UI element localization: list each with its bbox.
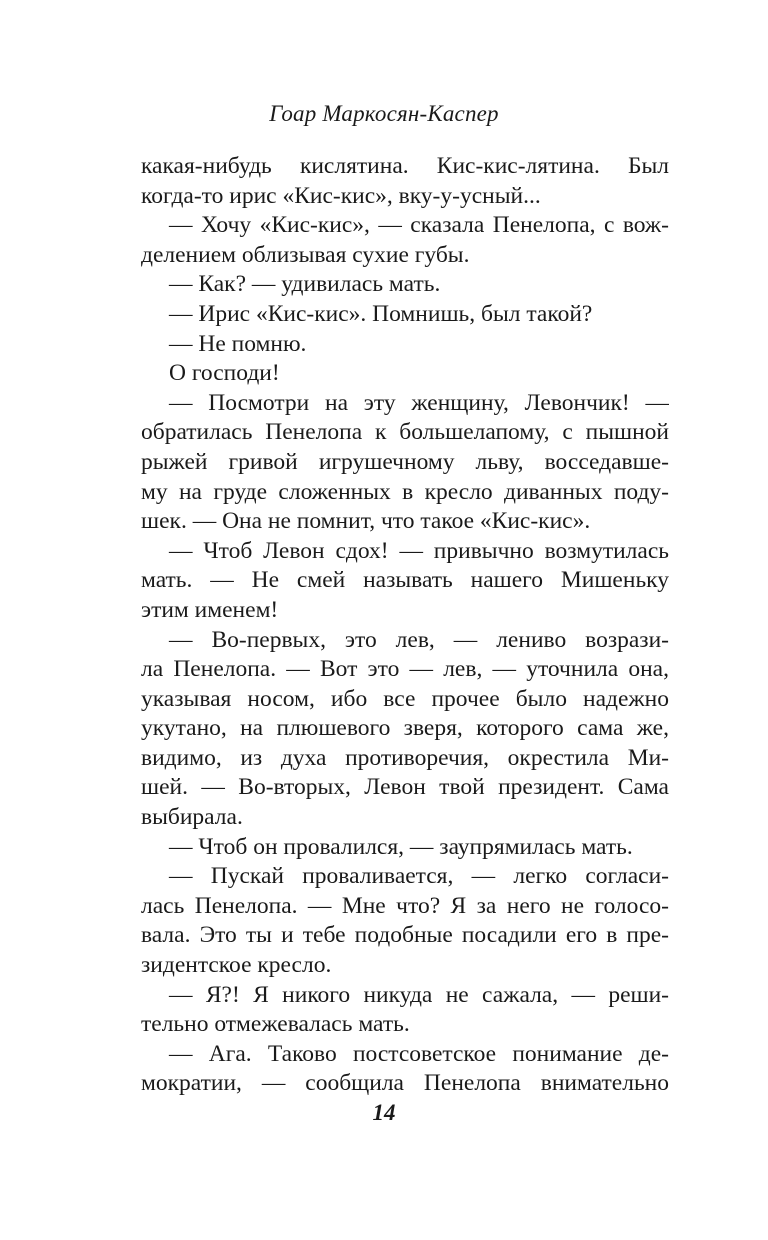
- text-line: рыжей гривой игрушечному льву, восседавше-: [141, 448, 669, 475]
- text-line: этим именем!: [141, 596, 279, 623]
- text-line: — Чтоб Левон сдох! — привычно возмутилась: [169, 537, 669, 564]
- text-line: — Пускай проваливается, — легко согласи-: [169, 863, 669, 890]
- text-line: обратилась Пенелопа к большелапому, с пышной: [141, 419, 669, 446]
- text-line: видимо, из духа противоречия, окрестила Ми-: [141, 744, 669, 771]
- text-line: ла Пенелопа. — Вот это — лев, — уточнила она,: [141, 656, 669, 683]
- text-line: мократии, — сообщила Пенелопа внимательно: [141, 1070, 669, 1097]
- text-line: — Посмотри на эту женщину, Левончик! —: [169, 389, 669, 416]
- page-number: 14: [372, 1100, 396, 1125]
- text-line: делением облизывая сухие губы.: [141, 241, 470, 268]
- text-line: — Хочу «Кис-кис», — сказала Пенелопа, с вож-: [169, 212, 669, 239]
- text-line: — Чтоб он провалился, — заупрямилась мать.: [169, 833, 633, 860]
- text-line: лась Пенелопа. — Мне что? Я за него не голосо-: [141, 892, 669, 919]
- text-line: указывая носом, ибо все прочее было надежно: [141, 685, 669, 712]
- text-line: зидентское кресло.: [141, 952, 332, 979]
- text-line: шек. — Она не помнит, что такое «Кис-кис».: [141, 508, 591, 535]
- text-line: вала. Это ты и тебе подобные посадили его в пре-: [141, 922, 669, 949]
- text-line: выбирала.: [141, 804, 243, 831]
- text-line: укутано, на плюшевого зверя, которого сама же,: [141, 715, 669, 742]
- text-line: — Ага. Таково постсоветское понимание де-: [169, 1040, 669, 1067]
- text-line: какая-нибудь кислятина. Кис-кис-лятина. Был: [141, 153, 669, 179]
- text-line: — Во-первых, это лев, — лениво возрази-: [169, 626, 669, 653]
- text-line: мать. — Не смей называть нашего Мишеньку: [141, 567, 669, 594]
- text-line: — Ирис «Кис-кис». Помнишь, был такой?: [169, 300, 593, 327]
- text-line: О господи!: [169, 360, 280, 387]
- text-line: шей. — Во-вторых, Левон твой президент. Сама: [141, 774, 669, 801]
- text-line: — Не помню.: [169, 330, 307, 357]
- text-line: тельно отмежевалась мать.: [141, 1011, 410, 1038]
- running-header: Гоар Маркосян-Каспер: [269, 101, 499, 126]
- text-line: му на груде сложенных в кресло диванных поду-: [141, 478, 669, 505]
- text-line: когда-то ирис «Кис-кис», вку-у-усный...: [141, 182, 541, 209]
- body-text: [141, 152, 669, 1099]
- text-line: — Я?! Я никого никуда не сажала, — реши-: [169, 981, 669, 1008]
- text-line: — Как? — удивилась мать.: [169, 271, 441, 298]
